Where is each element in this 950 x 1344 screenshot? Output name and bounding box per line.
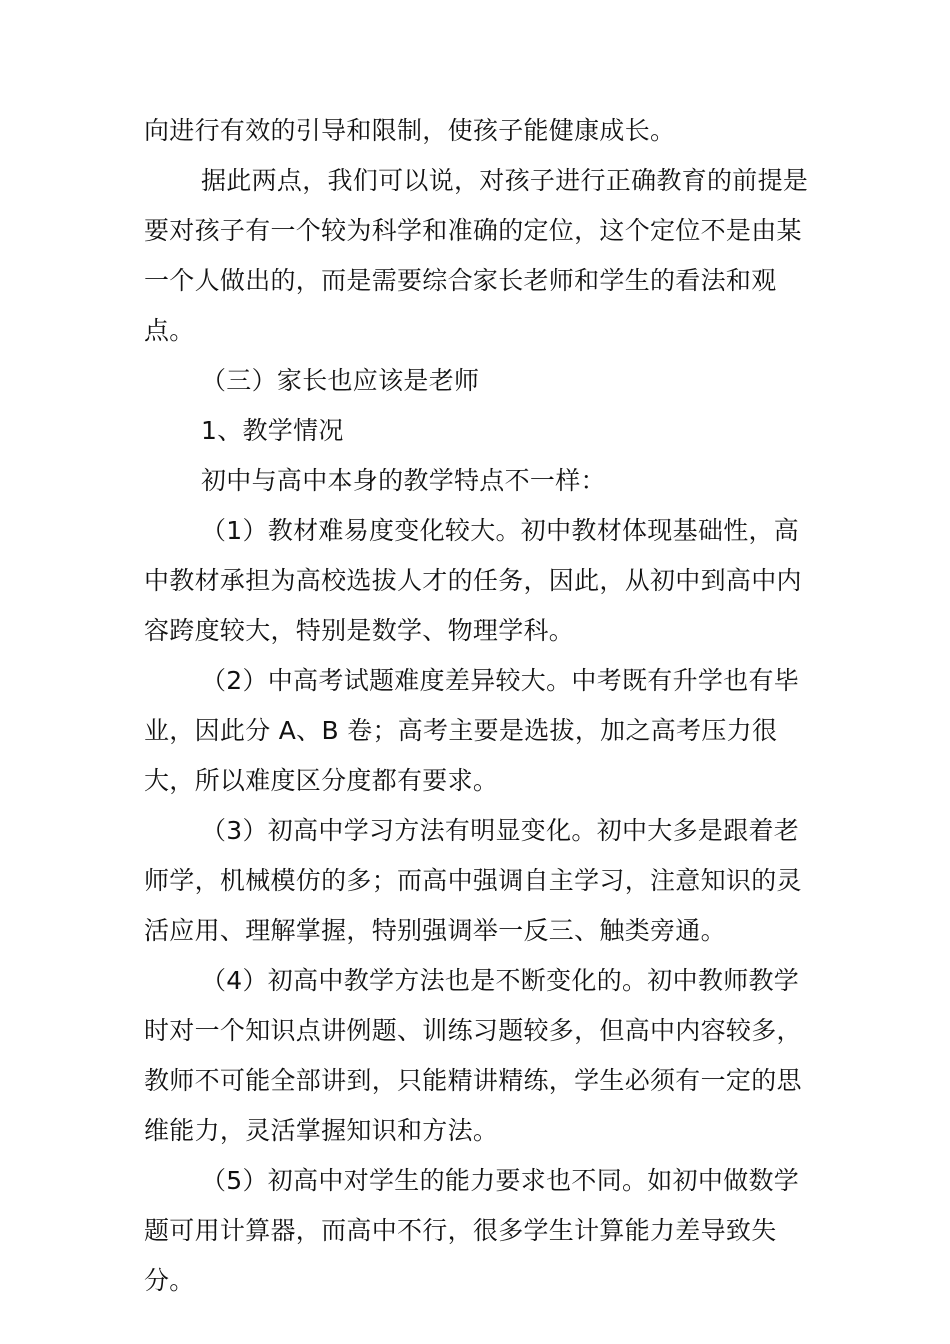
paragraph-premise: 据此两点，我们可以说，对孩子进行正确教育的前提是要对孩子有一个较为科学和准确的定位，这个定位不是由某一个人做出的，而是需要综合家长老师和学生的看法和观点。: [144, 166, 809, 345]
list-item-3: （3）初高中学习方法有明显变化。初中大多是跟着老师学，机械模仿的多；而高中强调自主学习，注意知识的灵活应用、理解掌握，特别强调举一反三、触类旁通。: [144, 816, 802, 945]
list-item-5: （5）初高中对学生的能力要求也不同。如初中做数学题可用计算器，而高中不行，很多学生计算能力差导致失分。: [144, 1166, 800, 1295]
document-body: [144, 106, 816, 1306]
list-item-1: （1）教材难易度变化较大。初中教材体现基础性，高中教材承担为高校选拔人才的任务，因此，从初中到高中内容跨度较大，特别是数学、物理学科。: [144, 516, 802, 645]
paragraph-intro: 初中与高中本身的教学特点不一样：: [201, 466, 606, 495]
section-heading-parents-teachers: （三）家长也应该是老师: [201, 366, 480, 395]
list-item-4: （4）初高中教学方法也是不断变化的。初中教师教学时对一个知识点讲例题、训练习题较多，但高中内容较多，教师不可能全部讲到，只能精讲精练，学生必须有一定的思维能力，灵活掌握知识和方法。: [144, 966, 802, 1145]
paragraph-continuation: 向进行有效的引导和限制，使孩子能健康成长。: [144, 116, 676, 145]
list-item-2: （2）中高考试题难度差异较大。中考既有升学也有毕业，因此分 A、B 卷；高考主要是选拔，加之高考压力很大，所以难度区分度都有要求。: [144, 666, 800, 795]
subsection-heading-teaching: 1、教学情况: [201, 416, 344, 445]
